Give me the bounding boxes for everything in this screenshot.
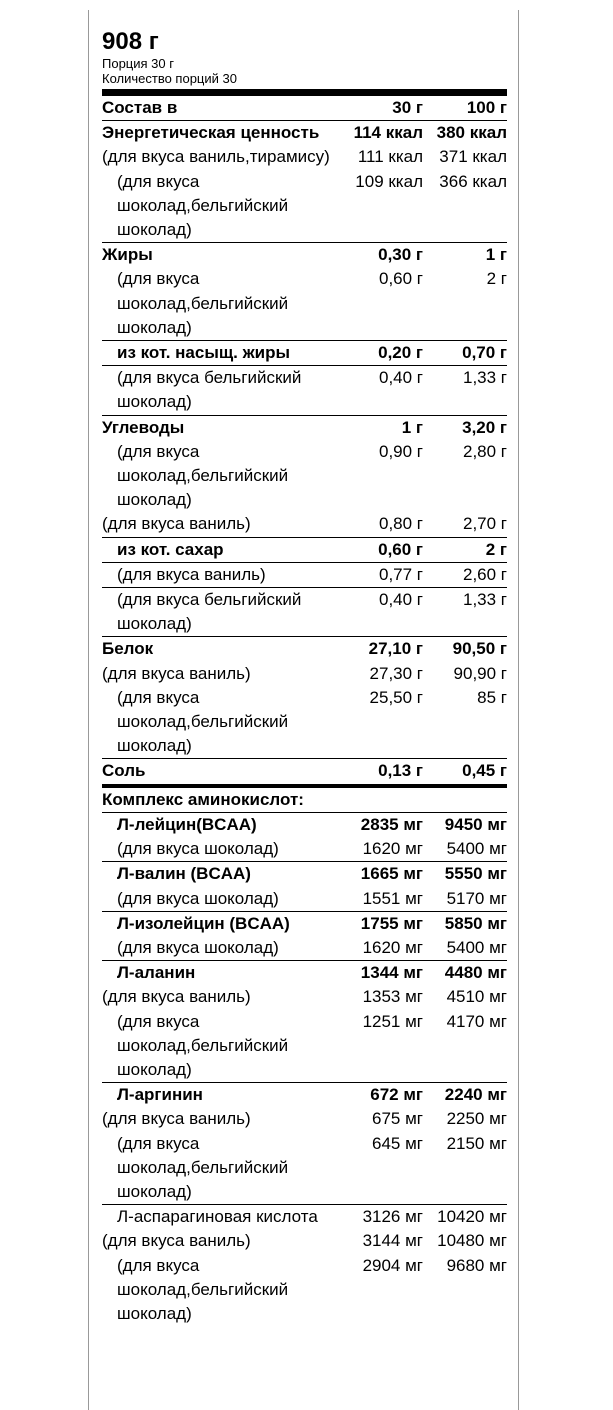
value-per-100g: 5170 мг: [446, 888, 507, 908]
nutrition-row: [102, 1229, 507, 1253]
nutrient-name: (для вкуса шоколад): [117, 888, 279, 908]
value-per-100g: [423, 786, 507, 813]
nutrient-name: Соль: [102, 759, 339, 786]
value-per-100g: 9680 мг: [446, 1255, 507, 1275]
nutrient-name: Л-аланин: [102, 961, 339, 986]
value-per-100g: 1,33 г: [423, 588, 507, 637]
nutrient-name: Белок: [102, 637, 339, 662]
nutrition-row: [102, 985, 507, 1009]
nutrition-row: [102, 170, 507, 243]
value-per-100g: 2240 мг: [423, 1083, 507, 1108]
value-per-portion: 114 ккал: [339, 121, 423, 146]
column-header-per-100: 100 г: [466, 98, 507, 117]
nutrition-row: [102, 1083, 507, 1108]
value-per-100g: 90,50 г: [423, 637, 507, 662]
value-per-portion: 27,10 г: [339, 637, 423, 662]
nutrient-name: (для вкуса ваниль): [102, 514, 251, 534]
value-per-portion: 645 мг: [372, 1133, 423, 1153]
nutrient-name: (для вкуса ваниль): [102, 663, 251, 683]
value-per-portion: 672 мг: [339, 1083, 423, 1108]
nutrient-name: Жиры: [102, 243, 339, 268]
value-per-100g: 380 ккал: [423, 121, 507, 146]
nutrition-row: [102, 1132, 507, 1205]
nutrition-row: [102, 145, 507, 169]
value-per-portion: 1344 мг: [339, 961, 423, 986]
nutrition-row: [102, 637, 507, 662]
value-per-portion: 1353 мг: [362, 987, 423, 1007]
nutrition-row: [102, 415, 507, 440]
value-per-portion: 2835 мг: [339, 812, 423, 837]
nutrient-name: Комплекс аминокислот:: [102, 786, 339, 813]
nutrition-rows: [102, 121, 507, 1326]
value-per-portion: 0,30 г: [339, 243, 423, 268]
nutrition-panel: [102, 28, 507, 1326]
value-per-100g: 2250 мг: [446, 1109, 507, 1129]
value-per-100g: 366 ккал: [439, 171, 507, 191]
value-per-100g: 90,90 г: [453, 663, 507, 683]
value-per-portion: [339, 786, 423, 813]
package-weight: 908 г: [102, 28, 159, 55]
value-per-portion: 0,40 г: [339, 366, 423, 415]
value-per-portion: 0,13 г: [339, 759, 423, 786]
value-per-portion: 3126 мг: [339, 1205, 423, 1230]
value-per-100g: 85 г: [477, 687, 507, 707]
nutrition-row: [102, 662, 507, 686]
nutrient-name: (для вкуса шоколад): [117, 839, 279, 859]
nutrient-name: (для вкуса ваниль): [102, 987, 251, 1007]
value-per-100g: 0,45 г: [423, 759, 507, 786]
nutrient-name: (для вкуса ваниль): [102, 1231, 251, 1251]
nutrition-row: [102, 512, 507, 537]
value-per-portion: 25,50 г: [369, 687, 423, 707]
nutrition-row: [102, 759, 507, 786]
nutrient-name: (для вкуса бельгийский шоколад): [102, 588, 339, 637]
value-per-100g: 2,70 г: [462, 514, 507, 534]
nutrition-row: [102, 267, 507, 340]
header-divider: [102, 89, 507, 96]
value-per-portion: 1251 мг: [362, 1011, 423, 1031]
value-per-100g: 4170 мг: [446, 1011, 507, 1031]
portion-size: Порция 30 г: [102, 56, 174, 71]
value-per-100g: 2 г: [423, 537, 507, 562]
value-per-100g: 10480 мг: [437, 1231, 507, 1251]
value-per-portion: 3144 мг: [362, 1231, 423, 1251]
value-per-100g: 5400 мг: [446, 839, 507, 859]
nutrition-row: [102, 1254, 507, 1327]
nutrient-name: (для вкуса шоколад,бельгийский шоколад): [117, 1011, 289, 1079]
value-per-100g: 5400 мг: [446, 937, 507, 957]
value-per-portion: 1 г: [339, 415, 423, 440]
nutrition-row: [102, 961, 507, 986]
value-per-portion: 0,60 г: [339, 537, 423, 562]
nutrient-name: Л-валин (BCAA): [102, 862, 339, 887]
value-per-100g: 1 г: [423, 243, 507, 268]
value-per-100g: 2,80 г: [462, 441, 507, 461]
column-header-per-portion: 30 г: [392, 98, 423, 117]
nutrition-row: [102, 837, 507, 862]
value-per-100g: 2 г: [486, 269, 507, 289]
nutrition-row: [102, 887, 507, 912]
value-per-portion: 0,77 г: [339, 562, 423, 587]
value-per-portion: 0,90 г: [378, 441, 423, 461]
nutrient-name: (для вкуса бельгийский шоколад): [102, 366, 339, 415]
value-per-portion: 1755 мг: [339, 911, 423, 936]
value-per-100g: 2150 мг: [446, 1133, 507, 1153]
value-per-portion: 1620 мг: [362, 937, 423, 957]
nutrition-row: [102, 936, 507, 961]
value-per-portion: 27,30 г: [369, 663, 423, 683]
value-per-100g: 4480 мг: [423, 961, 507, 986]
value-per-100g: 5550 мг: [423, 862, 507, 887]
nutrition-row: [102, 537, 507, 562]
nutrition-table: [102, 96, 507, 1326]
value-per-portion: 1620 мг: [362, 839, 423, 859]
nutrition-row: [102, 686, 507, 759]
nutrition-row: [102, 243, 507, 268]
nutrition-row: [102, 1010, 507, 1083]
value-per-100g: 371 ккал: [439, 147, 507, 167]
value-per-portion: 0,40 г: [339, 588, 423, 637]
nutrition-row: [102, 366, 507, 415]
nutrition-row: [102, 1205, 507, 1230]
nutrition-row: [102, 812, 507, 837]
nutrition-row: [102, 341, 507, 366]
nutrient-name: (для вкуса шоколад,бельгийский шоколад): [117, 687, 289, 756]
nutrient-name: Л-изолейцин (BCAA): [102, 911, 339, 936]
value-per-portion: 1665 мг: [339, 862, 423, 887]
value-per-100g: 0,70 г: [423, 341, 507, 366]
column-header-name: Состав в: [102, 98, 178, 117]
value-per-portion: 0,20 г: [339, 341, 423, 366]
value-per-100g: 4510 мг: [446, 987, 507, 1007]
nutrient-name: (для вкуса шоколад): [117, 937, 279, 957]
nutrient-name: Энергетическая ценность: [102, 121, 339, 146]
portions-count: Количество порций 30: [102, 71, 237, 86]
nutrient-name: Л-лейцин(BCAA): [102, 812, 339, 837]
value-per-portion: 675 мг: [372, 1109, 423, 1129]
table-header-row: [102, 96, 507, 121]
nutrient-name: Углеводы: [102, 415, 339, 440]
value-per-100g: 9450 мг: [423, 812, 507, 837]
nutrition-row: [102, 786, 507, 813]
nutrient-name: Л-аспарагиновая кислота: [102, 1205, 339, 1230]
value-per-100g: 5850 мг: [423, 911, 507, 936]
nutrition-row: [102, 1107, 507, 1131]
nutrient-name: из кот. насыщ. жиры: [102, 341, 339, 366]
nutrient-name: (для вкуса шоколад,бельгийский шоколад): [117, 1255, 289, 1323]
value-per-100g: 1,33 г: [423, 366, 507, 415]
value-per-portion: 0,80 г: [378, 514, 423, 534]
nutrition-row: [102, 588, 507, 637]
nutrient-name: (для вкуса ваниль,тирамису): [102, 147, 330, 167]
nutrient-name: (для вкуса шоколад,бельгийский шоколад): [117, 171, 289, 240]
value-per-100g: 3,20 г: [423, 415, 507, 440]
value-per-portion: 1551 мг: [362, 888, 423, 908]
value-per-100g: 10420 мг: [423, 1205, 507, 1230]
value-per-portion: 109 ккал: [355, 171, 423, 191]
nutrition-row: [102, 911, 507, 936]
nutrient-name: (для вкуса шоколад,бельгийский шоколад): [117, 441, 289, 510]
nutrient-name: (для вкуса ваниль): [102, 1109, 251, 1129]
nutrient-name: Л-аргинин: [102, 1083, 339, 1108]
nutrient-name: (для вкуса шоколад,бельгийский шоколад): [117, 269, 289, 337]
value-per-portion: 0,60 г: [378, 269, 423, 289]
nutrition-row: [102, 862, 507, 887]
value-per-portion: 111 ккал: [357, 147, 423, 167]
nutrient-name: (для вкуса шоколад,бельгийский шоколад): [117, 1133, 289, 1201]
nutrition-row: [102, 440, 507, 513]
nutrient-name: (для вкуса ваниль): [102, 562, 339, 587]
nutrition-row: [102, 121, 507, 146]
nutrition-row: [102, 562, 507, 587]
value-per-portion: 2904 мг: [362, 1255, 423, 1275]
value-per-100g: 2,60 г: [423, 562, 507, 587]
nutrient-name: из кот. сахар: [102, 537, 339, 562]
